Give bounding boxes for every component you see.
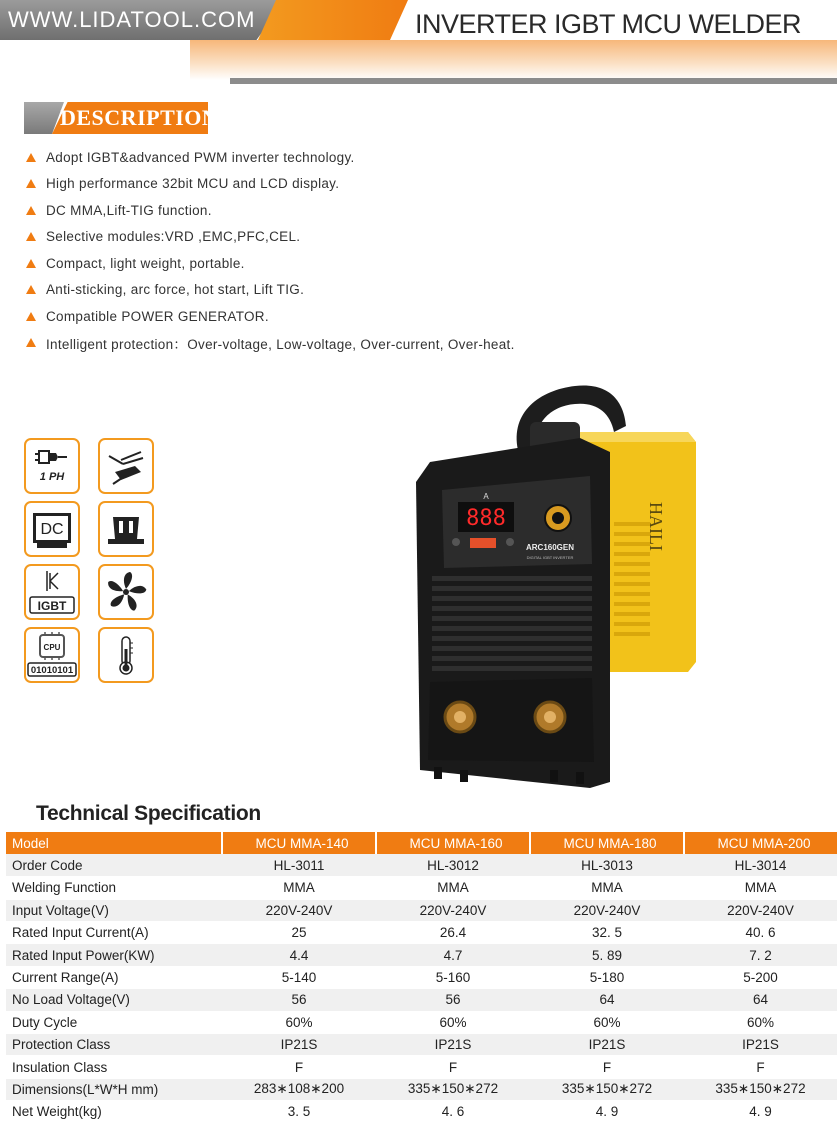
spec-cell: 56	[222, 989, 376, 1011]
spec-cell: 25	[222, 922, 376, 944]
table-row	[6, 899, 837, 921]
spec-header-cell: MCU MMA-180	[530, 832, 684, 854]
description-item-text: Adopt IGBT&advanced PWM inverter technology.	[46, 149, 355, 165]
table-row	[6, 1101, 837, 1123]
spec-cell: MMA	[530, 877, 684, 899]
description-item	[26, 250, 515, 277]
spec-header-cell: MCU MMA-140	[222, 832, 376, 854]
description-item	[26, 303, 515, 330]
panel-model: ARC160GEN	[525, 543, 575, 552]
table-row	[6, 1056, 837, 1078]
triangle-bullet-icon	[26, 206, 36, 215]
welding-torch-icon	[98, 438, 154, 494]
spec-cell: 220V-240V	[222, 899, 376, 921]
single-phase-plug-icon	[24, 438, 80, 494]
table-row	[6, 854, 837, 876]
spec-cell: 5-180	[530, 966, 684, 988]
spec-label: Protection Class	[6, 1034, 222, 1056]
description-heading	[24, 102, 219, 134]
igbt-label: IGBT	[37, 599, 67, 613]
banner-divider	[230, 78, 837, 84]
description-item	[26, 171, 515, 198]
description-item-text: Compatible POWER GENERATOR.	[46, 308, 269, 324]
spec-cell: F	[684, 1056, 837, 1078]
table-row	[6, 944, 837, 966]
description-item-text: Intelligent protection：Over-voltage, Low-voltage, Over-current, Over-heat.	[46, 336, 515, 352]
binary-label: 01010101	[30, 665, 74, 676]
spec-cell: 32. 5	[530, 922, 684, 944]
thermometer-icon	[98, 627, 154, 683]
spec-cell: 4.4	[222, 944, 376, 966]
spec-cell: 5. 89	[530, 944, 684, 966]
spec-cell: 7. 2	[684, 944, 837, 966]
banner-gradient	[190, 40, 837, 80]
description-item-text: Anti-sticking, arc force, hot start, Lift TIG.	[46, 282, 305, 298]
mode-selector[interactable]	[470, 538, 496, 548]
spec-cell: 3. 5	[222, 1101, 376, 1123]
spec-label: Rated Input Power(KW)	[6, 944, 222, 966]
spec-label: Duty Cycle	[6, 1011, 222, 1033]
spec-cell: 220V-240V	[530, 899, 684, 921]
table-row	[6, 922, 837, 944]
description-item	[26, 144, 515, 171]
spec-cell: HL-3014	[684, 854, 837, 876]
spec-table	[6, 832, 837, 1124]
spec-cell: 40. 6	[684, 922, 837, 944]
spec-cell: 60%	[222, 1011, 376, 1033]
spec-cell: 5-160	[376, 966, 530, 988]
triangle-bullet-icon	[26, 259, 36, 268]
spec-header-cell: MCU MMA-200	[684, 832, 837, 854]
spec-cell: 60%	[376, 1011, 530, 1033]
spec-cell: 60%	[684, 1011, 837, 1033]
spec-label: Insulation Class	[6, 1056, 222, 1078]
dc-label: DC	[40, 521, 64, 538]
spec-cell: 60%	[530, 1011, 684, 1033]
description-item-text: Selective modules:VRD ,EMC,PFC,CEL.	[46, 229, 301, 245]
triangle-bullet-icon	[26, 153, 36, 162]
spec-title: Technical Specification	[36, 802, 261, 825]
spec-cell: 4. 9	[684, 1101, 837, 1123]
spec-label: Rated Input Current(A)	[6, 922, 222, 944]
spec-cell: HL-3013	[530, 854, 684, 876]
spec-cell: 5-140	[222, 966, 376, 988]
description-item-text: DC MMA,Lift-TIG function.	[46, 202, 212, 218]
cpu-label: CPU	[43, 643, 61, 652]
spec-cell: 64	[684, 989, 837, 1011]
header-banner	[0, 0, 837, 86]
triangle-bullet-icon	[26, 285, 36, 294]
triangle-bullet-icon	[26, 179, 36, 188]
vrd-module-icon	[98, 501, 154, 557]
dc-icon	[24, 501, 80, 557]
spec-cell: 56	[376, 989, 530, 1011]
triangle-bullet-icon	[26, 312, 36, 321]
website-url[interactable]: WWW.LIDATOOL.COM	[8, 7, 256, 32]
welder-product-image	[400, 372, 710, 792]
triangle-bullet-icon	[26, 232, 36, 241]
spec-cell: HL-3012	[376, 854, 530, 876]
spec-cell: 220V-240V	[684, 899, 837, 921]
page-title: INVERTER IGBT MCU WELDER	[415, 9, 802, 39]
phase-label: 1 PH	[39, 471, 65, 483]
table-row	[6, 1034, 837, 1056]
spec-cell: HL-3011	[222, 854, 376, 876]
spec-label: Welding Function	[6, 877, 222, 899]
description-item-text: High performance 32bit MCU and LCD display.	[46, 176, 340, 192]
description-item	[26, 224, 515, 251]
table-row	[6, 877, 837, 899]
description-list	[26, 144, 515, 356]
spec-header-row	[6, 832, 837, 854]
spec-cell: F	[530, 1056, 684, 1078]
description-heading-label: DESCRIPTION	[60, 105, 219, 130]
brand-label: HAILI	[646, 502, 666, 551]
cpu-icon	[24, 627, 80, 683]
spec-cell: 26.4	[376, 922, 530, 944]
spec-cell: 4. 6	[376, 1101, 530, 1123]
spec-cell: F	[376, 1056, 530, 1078]
spec-cell: MMA	[376, 877, 530, 899]
description-item-text: Compact, light weight, portable.	[46, 255, 245, 271]
spec-header-cell: Model	[6, 832, 222, 854]
spec-cell: IP21S	[376, 1034, 530, 1056]
description-item	[26, 330, 515, 357]
igbt-icon	[24, 564, 80, 620]
spec-cell: 64	[530, 989, 684, 1011]
banner-orange-tab	[258, 0, 408, 40]
spec-cell: IP21S	[222, 1034, 376, 1056]
description-item	[26, 277, 515, 304]
spec-label: Current Range(A)	[6, 966, 222, 988]
spec-header-cell: MCU MMA-160	[376, 832, 530, 854]
spec-label: No Load Voltage(V)	[6, 989, 222, 1011]
spec-cell: 220V-240V	[376, 899, 530, 921]
spec-cell: 335∗150∗272	[530, 1078, 684, 1100]
spec-cell: 5-200	[684, 966, 837, 988]
spec-cell: 335∗150∗272	[376, 1078, 530, 1100]
spec-label: Input Voltage(V)	[6, 899, 222, 921]
display-unit: A	[483, 492, 489, 501]
spec-label: Order Code	[6, 854, 222, 876]
spec-cell: IP21S	[530, 1034, 684, 1056]
table-row	[6, 1078, 837, 1100]
description-item	[26, 197, 515, 224]
table-row	[6, 1011, 837, 1033]
display-value: 888	[466, 506, 506, 531]
spec-cell: 335∗150∗272	[684, 1078, 837, 1100]
fan-icon	[98, 564, 154, 620]
table-row	[6, 989, 837, 1011]
spec-label: Net Weight(kg)	[6, 1101, 222, 1123]
spec-cell: F	[222, 1056, 376, 1078]
spec-cell: 4.7	[376, 944, 530, 966]
triangle-bullet-icon	[26, 338, 36, 347]
table-row	[6, 966, 837, 988]
spec-cell: 4. 9	[530, 1101, 684, 1123]
spec-cell: MMA	[222, 877, 376, 899]
spec-cell: MMA	[684, 877, 837, 899]
spec-cell: IP21S	[684, 1034, 837, 1056]
panel-subtitle: DIGITAL IGBT INVERTER	[526, 555, 574, 560]
spec-cell: 283∗108∗200	[222, 1078, 376, 1100]
spec-label: Dimensions(L*W*H mm)	[6, 1078, 222, 1100]
